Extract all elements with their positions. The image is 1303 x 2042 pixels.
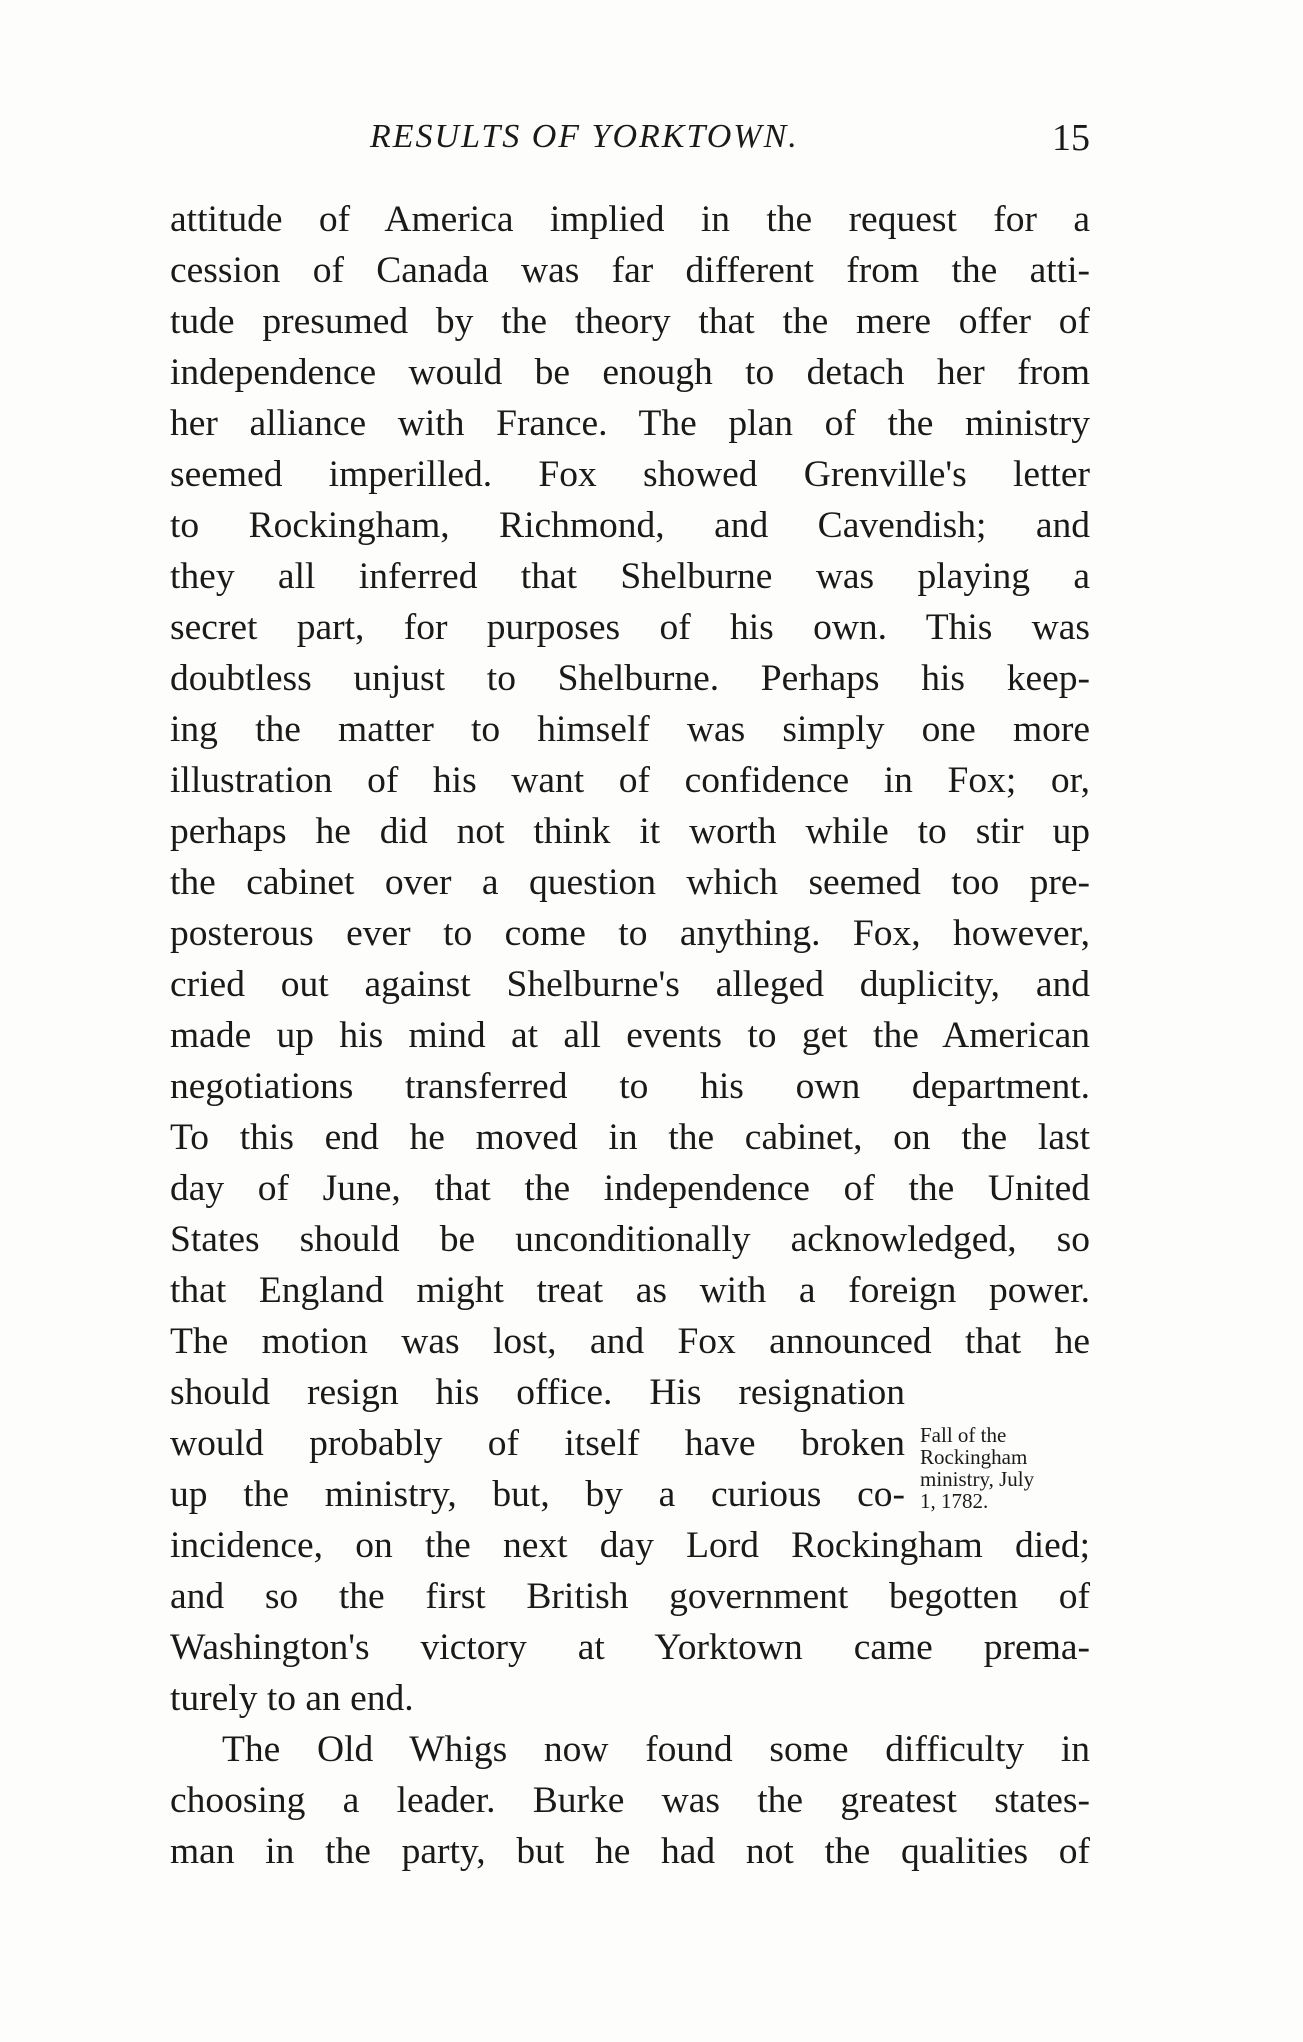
text-line: day of June, that the independence of the United (170, 1168, 1090, 1209)
text-line: posterous ever to come to anything. Fox, however, (170, 913, 1090, 954)
text-line: cession of Canada was far different from the atti- (170, 250, 1090, 291)
text-line: to Rockingham, Richmond, and Cavendish; and (170, 505, 1090, 546)
text-line: secret part, for purposes of his own. This was (170, 607, 1090, 648)
text-line: her alliance with France. The plan of the ministry (170, 403, 1090, 444)
text-line: up the ministry, but, by a curious co- (170, 1474, 905, 1515)
text-line: The motion was lost, and Fox announced that he (170, 1321, 1090, 1362)
body-text (170, 194, 1090, 1877)
running-head (170, 118, 1090, 168)
text-line: Washington's victory at Yorktown came prema- (170, 1627, 1090, 1668)
text-line: incidence, on the next day Lord Rockingham died; (170, 1525, 1090, 1566)
text-line: should resign his office. His resignation (170, 1372, 905, 1413)
text-line: cried out against Shelburne's alleged duplicity, and (170, 964, 1090, 1005)
text-line: The Old Whigs now found some difficulty in (222, 1729, 1090, 1770)
text-line: choosing a leader. Burke was the greatest states- (170, 1780, 1090, 1821)
text-line: tude presumed by the theory that the mere offer of (170, 301, 1090, 342)
text-line: ing the matter to himself was simply one more (170, 709, 1090, 750)
text-line: made up his mind at all events to get the American (170, 1015, 1090, 1056)
running-title: RESULTS OF YORKTOWN. (370, 118, 799, 155)
margin-note-line: Fall of the (920, 1423, 1007, 1447)
margin-note-line: 1, 1782. (920, 1489, 989, 1513)
text-line: To this end he moved in the cabinet, on the last (170, 1117, 1090, 1158)
text-line: independence would be enough to detach her from (170, 352, 1090, 393)
text-line: illustration of his want of confidence in Fox; or, (170, 760, 1090, 801)
text-line: seemed imperilled. Fox showed Grenville's letter (170, 454, 1090, 495)
text-line: and so the first British government begotten of (170, 1576, 1090, 1617)
text-line: turely to an end. (170, 1678, 414, 1719)
text-line: perhaps he did not think it worth while to stir up (170, 811, 1090, 852)
page-number: 15 (1052, 117, 1090, 159)
text-line: that England might treat as with a foreign power. (170, 1270, 1090, 1311)
text-line: would probably of itself have broken (170, 1423, 905, 1464)
text-line: attitude of America implied in the request for a (170, 199, 1090, 240)
text-line: States should be unconditionally acknowledged, so (170, 1219, 1090, 1260)
text-line: the cabinet over a question which seemed too pre- (170, 862, 1090, 903)
text-line: doubtless unjust to Shelburne. Perhaps his keep- (170, 658, 1090, 699)
text-line: negotiations transferred to his own department. (170, 1066, 1090, 1107)
text-line: man in the party, but he had not the qualities of (170, 1831, 1090, 1872)
text-line: they all inferred that Shelburne was playing a (170, 556, 1090, 597)
margin-note-line: Rockingham (920, 1445, 1028, 1469)
margin-note-line: ministry, July (920, 1467, 1035, 1491)
margin-note (920, 1424, 1095, 1512)
